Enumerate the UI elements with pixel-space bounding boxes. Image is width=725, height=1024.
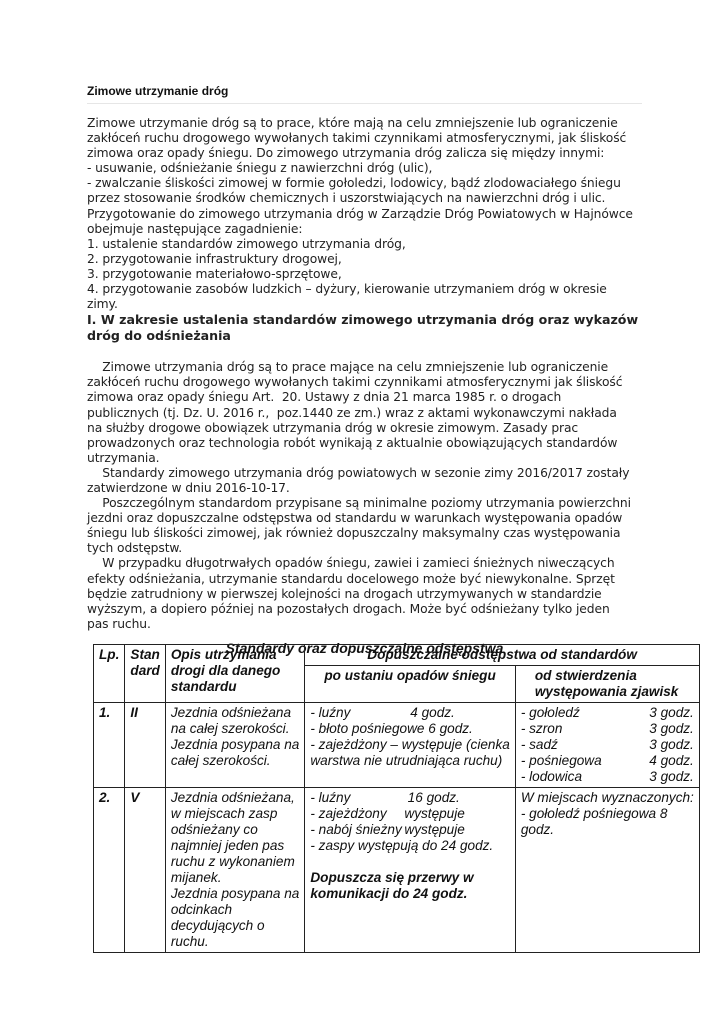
section-line: Zimowe utrzymania dróg są to prace mające na celu zmniejszenie lub ograniczenie bbox=[87, 360, 609, 375]
header-opis bbox=[165, 645, 304, 703]
table-row bbox=[94, 703, 700, 788]
row-entry-label: - zaspy występują do 24 godz. bbox=[310, 838, 494, 853]
row-entry-label: - luźny bbox=[310, 790, 351, 805]
table-row bbox=[94, 788, 700, 953]
row-opis bbox=[165, 703, 304, 788]
section-line: Standardy zimowego utrzymania dróg powiatowych w sezonie zimy 2016/2017 zostały bbox=[87, 465, 630, 480]
row-od-line: - gołoledź pośniegowa 8 bbox=[520, 806, 668, 821]
row-entry-value: 3 godz. bbox=[649, 721, 694, 736]
row-entry bbox=[521, 753, 694, 769]
row-opis-line: odśnieżany co bbox=[170, 822, 258, 837]
row-opis-line: odcinkach bbox=[170, 902, 233, 917]
intro-line: 3. przygotowanie materiałowo-sprzętowe, bbox=[87, 266, 342, 281]
row-entry-value: 4 godz. bbox=[649, 753, 694, 768]
intro-line: zimowa oraz opady śniegu. Do zimowego utrzymania dróg zalicza się między innymi: bbox=[87, 146, 605, 161]
intro-line: Przygotowanie do zimowego utrzymania dróg w Zarządzie Dróg Powiatowych w Hajnówce bbox=[87, 206, 633, 221]
intro-line: - zwalczanie śliskości zimowej w formie gołoledzi, lodowicy, bądź zlodowaciałego śniegu bbox=[87, 176, 621, 191]
section-line: zimowa oraz opady śniegu Art. 20. Ustawy z dnia 21 marca 1985 r. o drogach bbox=[87, 390, 562, 405]
intro-line: 2. przygotowanie infrastruktury drogowej, bbox=[87, 251, 342, 266]
section-heading bbox=[87, 312, 642, 344]
row-od-line: godz. bbox=[520, 822, 555, 837]
row-standard: V bbox=[125, 788, 165, 953]
row-entry bbox=[310, 790, 509, 806]
row-entry bbox=[521, 737, 694, 753]
row-lp: 2. bbox=[94, 788, 125, 953]
row-entry bbox=[310, 705, 509, 721]
header-lp: Lp. bbox=[94, 645, 125, 703]
intro-line: 4. przygotowanie zasobów ludzkich – dyżury, kierowanie utrzymaniem dróg w okresie bbox=[87, 282, 607, 297]
section-line: wyższym, a dopiero później na pozostałych drogach. Może być odśnieżany tylko jeden bbox=[87, 601, 610, 616]
row-opis-line: Jezdnia odśnieżana bbox=[170, 705, 292, 720]
row-po-ustaniu bbox=[305, 703, 515, 788]
section-line: utrzymania. bbox=[87, 450, 160, 465]
row-entry-label: - pośniegowa bbox=[520, 753, 602, 768]
row-entry-label: warstwa nie utrudniająca ruchu) bbox=[310, 753, 503, 768]
document-page bbox=[87, 84, 642, 660]
section-line: prowadzonych oraz technologia robót wynikają z aktualnie obowiązujących standardów bbox=[87, 435, 618, 450]
row-entry-value: 4 godz. bbox=[410, 705, 455, 720]
header-po-ustaniu: po ustaniu opadów śniegu bbox=[305, 666, 515, 703]
row-standard: II bbox=[125, 703, 165, 788]
document-title: Zimowe utrzymanie dróg bbox=[87, 84, 642, 104]
section-heading-line: dróg do odśnieżania bbox=[87, 328, 231, 344]
section-line: W przypadku długotrwałych opadów śniegu, zawiei i zamieci śnieżnych niweczących bbox=[87, 556, 615, 571]
header-dopuszczalne: Dopuszczalne odstępstwa od standardów bbox=[305, 645, 699, 666]
row-entry bbox=[521, 769, 694, 785]
row-note-line: Dopuszcza się przerwy w bbox=[310, 870, 474, 885]
row-entry-label: - luźny bbox=[310, 705, 351, 720]
intro-line: zimy. bbox=[87, 297, 118, 312]
row-entry-label: - gołoledź bbox=[520, 705, 580, 720]
header-opis-line: standardu bbox=[170, 679, 237, 694]
header-od-stwierdzenia-line: występowania zjawisk bbox=[534, 684, 679, 699]
row-opis-line: najmniej jeden pas bbox=[170, 838, 285, 853]
row-po-ustaniu bbox=[305, 788, 515, 953]
intro-line: obejmuje następujące zagadnienie: bbox=[87, 221, 303, 236]
table-title: Standardy oraz dopuszczalne odstępstwa bbox=[225, 639, 504, 656]
intro-line: Zimowe utrzymanie dróg są to prace, które mają na celu zmniejszenie lub ograniczenie bbox=[87, 116, 618, 130]
section-paragraph bbox=[87, 360, 642, 632]
section-line: tych odstępstw. bbox=[87, 541, 183, 556]
row-entry-value: 3 godz. bbox=[649, 769, 694, 784]
intro-line: przez stosowanie środków chemicznych i uszorstwiających na nawierzchni dróg i ulic. bbox=[87, 191, 606, 206]
section-heading-line: I. W zakresie ustalenia standardów zimowego utrzymania dróg oraz wykazów bbox=[87, 312, 639, 328]
row-opis-line: Jezdnia odśnieżana, bbox=[170, 790, 295, 805]
row-opis-line: na całej szerokości. bbox=[170, 721, 290, 736]
row-entry-value: występuje bbox=[404, 806, 465, 821]
header-standard-line: Stan bbox=[130, 647, 160, 662]
table-header-row bbox=[94, 645, 700, 666]
row-opis-line: w miejscach zasp bbox=[170, 806, 278, 821]
header-od-stwierdzenia bbox=[515, 666, 699, 703]
row-entry bbox=[310, 822, 509, 838]
row-entry-label: - szron bbox=[520, 721, 563, 736]
row-entry-label: - zajeżdżony bbox=[310, 806, 387, 821]
section-line: śniegu lub śliskości zimowej, jak również dopuszczalny maksymalny czas występowania bbox=[87, 526, 621, 541]
header-od-stwierdzenia-line: od stwierdzenia bbox=[534, 668, 637, 683]
row-entry-label: - lodowica bbox=[520, 769, 583, 784]
section-line: na służby drogowe obowiązek utrzymania dróg w okresie zimowym. Zasady prac bbox=[87, 420, 579, 435]
intro-line: zakłóceń ruchu drogowego wywołanych takimi czynnikami atmosferycznymi, jak śliskość bbox=[87, 131, 627, 146]
row-opis-line: Jezdnia posypana na bbox=[170, 737, 300, 752]
section-line: publicznych (tj. Dz. U. 2016 r., poz.1440 ze zm.) wraz z aktami wykonawczymi nakłada bbox=[87, 405, 617, 420]
row-entry-label: - błoto pośniegowe 6 godz. bbox=[310, 721, 473, 736]
row-entry-value: 16 godz. bbox=[407, 790, 460, 805]
row-opis bbox=[165, 788, 304, 953]
section-line: Poszczególnym standardom przypisane są minimalne poziomy utrzymania powierzchni bbox=[87, 496, 631, 511]
row-opis-line: mijanek. bbox=[170, 870, 222, 885]
row-od-stwierdzenia bbox=[515, 703, 699, 788]
standards-table bbox=[93, 644, 700, 953]
row-opis-line: ruchu. bbox=[170, 934, 209, 949]
section-line: efekty odśnieżania, utrzymanie standardu docelowego może być niewykonalne. Sprzęt bbox=[87, 571, 615, 586]
row-entry-label: - zajeżdżony – występuje (cienka bbox=[310, 737, 510, 752]
header-standard-line: dard bbox=[130, 663, 160, 678]
row-note-line: komunikacji do 24 godz. bbox=[310, 886, 468, 901]
header-opis-line: Opis utrzymania bbox=[170, 647, 277, 662]
row-entry bbox=[310, 806, 509, 822]
row-od-line: W miejscach wyznaczonych: bbox=[520, 790, 694, 805]
row-opis-line: Jezdnia posypana na bbox=[170, 886, 300, 901]
row-entry-value: 3 godz. bbox=[649, 737, 694, 752]
row-entry bbox=[521, 705, 694, 721]
row-entry bbox=[521, 721, 694, 737]
row-entry-value: 3 godz. bbox=[649, 705, 694, 720]
section-line: zakłóceń ruchu drogowego wywołanych takimi czynnikami atmosferycznymi jak śliskość bbox=[87, 375, 623, 390]
intro-paragraph bbox=[87, 116, 642, 312]
row-opis-line: całej szerokości. bbox=[170, 753, 271, 768]
row-entry-label: - nabój śnieżny bbox=[310, 822, 402, 837]
section-line: będzie zatrudniony w pierwszej kolejności na drogach utrzymywanych w standardzie bbox=[87, 586, 602, 601]
header-opis-line: drogi dla danego bbox=[170, 663, 281, 678]
row-od-stwierdzenia bbox=[515, 788, 699, 953]
row-entry-label: - sadź bbox=[520, 737, 558, 752]
header-standard bbox=[125, 645, 165, 703]
row-lp: 1. bbox=[94, 703, 125, 788]
section-line: pas ruchu. bbox=[87, 616, 151, 631]
row-entry-value: występuje bbox=[404, 822, 465, 837]
section-line: zatwierdzone w dniu 2016-10-17. bbox=[87, 480, 290, 495]
intro-line: - usuwanie, odśnieżanie śniegu z nawierzchni dróg (ulic), bbox=[87, 161, 433, 176]
intro-line: 1. ustalenie standardów zimowego utrzymania dróg, bbox=[87, 236, 406, 251]
section-line: jezdni oraz dopuszczalne odstępstwa od standardu w warunkach występowania opadów bbox=[87, 511, 623, 526]
row-opis-line: ruchu z wykonaniem bbox=[170, 854, 295, 869]
row-opis-line: decydujących o bbox=[170, 918, 265, 933]
